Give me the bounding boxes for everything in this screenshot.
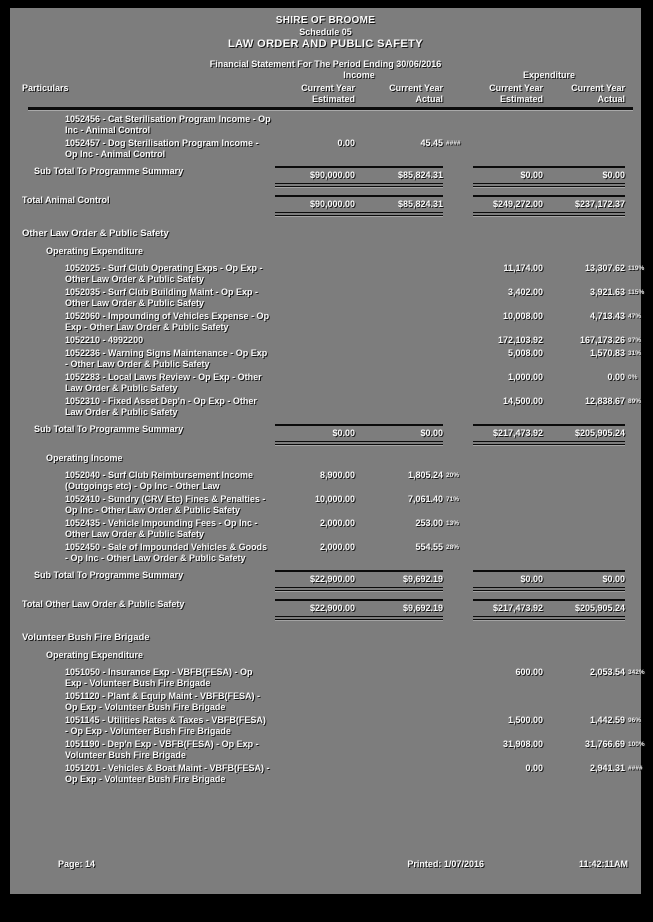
row-label: 1052236 - Warning Signs Maintenance - Op Exp - Other Law Order & Public Safety (65, 348, 268, 369)
row-label: 1052456 - Cat Sterilisation Program Income - Op Inc - Animal Control (65, 114, 271, 135)
row-label: 1052450 - Sale of Impounded Vehicles & Goods - Op Inc - Other Law Order & Public Safety (65, 542, 268, 563)
income-percent-marker: #### (446, 140, 461, 147)
income-total-unit (275, 599, 443, 620)
income-actual-total: $0.00 (420, 428, 443, 438)
expenditure-estimated-value: 172,103.92 (497, 335, 543, 345)
subtotal-row (10, 570, 641, 591)
expenditure-actual-value: 4,713.43 (589, 311, 625, 321)
col-income-actual (355, 83, 443, 105)
expenditure-percent-marker: 47% (628, 313, 642, 320)
expenditure-actual-total: $0.00 (602, 170, 625, 180)
income-actual-value: 554.55 (415, 542, 443, 552)
income-estimated-value: 2,000.00 (319, 518, 355, 528)
expenditure-actual-value: 31,766.69 (584, 739, 625, 749)
expenditure-estimated-total: $217,473.92 (492, 428, 543, 438)
expenditure-percent-marker: 96% (628, 717, 642, 724)
org-name: SHIRE OF BROOME (275, 15, 376, 26)
table-row (10, 396, 641, 418)
column-header-row (10, 83, 641, 105)
table-row (10, 335, 641, 346)
income-percent-marker: 28% (446, 544, 460, 551)
income-actual-value: 1,805.24 (407, 470, 443, 480)
report-table (10, 114, 645, 785)
subsection-heading: Operating Income (46, 453, 123, 463)
income-estimated-value: 8,900.00 (319, 470, 355, 480)
income-total-unit (275, 195, 443, 216)
row-label: 1051190 - Dep'n Exp - VBFB(FESA) - Op Exp - Volunteer Bush Fire Brigade (65, 739, 259, 760)
table-row (10, 114, 641, 136)
col-est-line: Estimated (499, 94, 543, 104)
expenditure-percent-marker: 31% (628, 350, 642, 357)
report-page (10, 8, 645, 894)
expenditure-actual-total: $205,905.24 (574, 428, 625, 438)
income-actual-total: $85,824.31 (397, 199, 443, 209)
table-row (10, 348, 641, 370)
row-label: Sub Total To Programme Summary (34, 424, 184, 434)
expenditure-actual-value: 1,442.59 (589, 715, 625, 725)
row-label: 1052457 - Dog Sterilisation Program Income - Op Inc - Animal Control (65, 138, 259, 159)
expenditure-percent-marker: 342% (628, 669, 645, 676)
expenditure-total-unit (473, 599, 625, 620)
row-label: 1052310 - Fixed Asset Dep'n - Op Exp - Other Law Order & Public Safety (65, 396, 257, 417)
table-row (10, 138, 641, 160)
income-actual-total: $85,824.31 (397, 170, 443, 180)
expenditure-percent-marker: 97% (628, 337, 642, 344)
income-total-unit (275, 424, 443, 445)
table-row (10, 287, 645, 309)
printed-time: 11:42:11AM (578, 859, 628, 869)
expenditure-percent-marker: 115% (628, 289, 645, 296)
row-label: 1051145 - Utilities Rates & Taxes - VBFB(FESA) - Op Exp - Volunteer Bush Fire Brigade (65, 715, 266, 736)
report-subtitle: Financial Statement For The Period Ending 30/06/2016 (209, 59, 442, 69)
income-actual-total: $9,692.19 (402, 574, 443, 584)
expenditure-estimated-value: 1,000.00 (507, 372, 543, 382)
expenditure-estimated-value: 14,500.00 (502, 396, 543, 406)
income-total-unit (275, 570, 443, 591)
row-label: 1052060 - Impounding of Vehicles Expense - Op Exp - Other Law Order & Public Safety (65, 311, 270, 332)
income-percent-marker: 13% (446, 520, 460, 527)
total-row (10, 195, 641, 216)
table-row (10, 311, 641, 333)
expenditure-total-unit (473, 195, 625, 216)
section-heading: Other Law Order & Public Safety (22, 228, 169, 239)
expenditure-estimated-total: $217,473.92 (492, 603, 543, 613)
row-label: Total Animal Control (22, 195, 110, 205)
expenditure-estimated-value: 1,500.00 (507, 715, 543, 725)
expenditure-percent-marker: 89% (628, 398, 642, 405)
expenditure-actual-value: 167,173.26 (579, 335, 625, 345)
row-label: 1052040 - Surf Club Reimbursement Income (Outgoings etc) - Op Inc - Other Law (65, 470, 254, 491)
income-total-unit (275, 166, 443, 187)
expenditure-percent-marker: 0% (628, 374, 638, 381)
income-estimated-value: 10,000.00 (314, 494, 355, 504)
row-label: Sub Total To Programme Summary (34, 166, 184, 176)
printed-date: Printed: 1/07/2016 (407, 859, 484, 869)
col-act-line: Actual (415, 94, 443, 104)
income-estimated-value: 0.00 (337, 138, 355, 148)
subsection-heading: Operating Expenditure (46, 246, 144, 256)
expenditure-group-label: Expenditure (522, 70, 575, 80)
col-est-line: Estimated (311, 94, 355, 104)
income-estimated-total: $90,000.00 (309, 170, 355, 180)
income-actual-total: $9,692.19 (402, 603, 443, 613)
report-title: LAW ORDER AND PUBLIC SAFETY (228, 38, 423, 50)
row-label: 1051201 - Vehicles & Boat Maint - VBFB(FESA) - Op Exp - Volunteer Bush Fire Brigade (65, 763, 270, 784)
row-label: 1051120 - Plant & Equip Maint - VBFB(FESA) - Op Exp - Volunteer Bush Fire Brigade (65, 691, 261, 712)
income-actual-value: 253.00 (415, 518, 443, 528)
income-estimated-total: $90,000.00 (309, 199, 355, 209)
table-row (10, 691, 641, 713)
row-label: 1052283 - Local Laws Review - Op Exp - Other Law Order & Public Safety (65, 372, 262, 393)
page-footer (10, 859, 641, 870)
column-group-row (10, 70, 641, 81)
income-percent-marker: 71% (446, 496, 460, 503)
row-label: 1052210 - 4992200 (65, 335, 144, 345)
col-income-estimated (275, 83, 355, 105)
expenditure-estimated-value: 11,174.00 (503, 263, 543, 273)
expenditure-estimated-value: 10,008.00 (502, 311, 543, 321)
schedule-label: Schedule 05 (299, 27, 352, 37)
row-label: 1051050 - Insurance Exp - VBFB(FESA) - Op Exp - Volunteer Bush Fire Brigade (65, 667, 253, 688)
col-act-line: Actual (597, 94, 625, 104)
expenditure-estimated-value: 600.00 (515, 667, 543, 677)
col-expenditure-estimated (473, 83, 543, 105)
report-header (10, 8, 641, 70)
subsection-heading: Operating Expenditure (46, 650, 144, 660)
expenditure-actual-value: 2,053.54 (589, 667, 625, 677)
row-label: Sub Total To Programme Summary (34, 570, 184, 580)
income-group-label: Income (343, 70, 375, 80)
expenditure-percent-marker: 100% (628, 741, 645, 748)
expenditure-actual-value: 12,838.67 (584, 396, 625, 406)
expenditure-estimated-value: 5,008.00 (507, 348, 543, 358)
table-row (10, 715, 641, 737)
income-estimated-value: 2,000.00 (319, 542, 355, 552)
subtotal-row (10, 424, 641, 445)
income-actual-value: 7,061.40 (407, 494, 443, 504)
table-row (10, 494, 641, 516)
table-row (10, 542, 641, 564)
expenditure-percent-marker: #### (628, 765, 643, 772)
table-row (10, 667, 645, 689)
expenditure-total-unit (473, 570, 625, 591)
row-label: 1052035 - Surf Club Building Maint - Op Exp - Other Law Order & Public Safety (65, 287, 259, 308)
row-label: 1052410 - Sundry (CRV Etc) Fines & Penalties - Op Inc - Other Law Order & Public Safety (65, 494, 266, 515)
income-estimated-total: $0.00 (332, 428, 355, 438)
col-expenditure-actual (543, 83, 625, 105)
expenditure-estimated-value: 0.00 (525, 763, 543, 773)
page-number: Page: 14 (58, 859, 96, 869)
income-estimated-total: $22,900.00 (309, 603, 355, 613)
expenditure-actual-value: 1,570.83 (589, 348, 625, 358)
expenditure-actual-value: 0.00 (607, 372, 625, 382)
table-row (10, 372, 641, 394)
col-year-line: Current Year (301, 83, 355, 93)
expenditure-estimated-total: $0.00 (520, 574, 543, 584)
table-row (10, 470, 641, 492)
table-row (10, 763, 641, 785)
expenditure-estimated-total: $0.00 (520, 170, 543, 180)
expenditure-actual-value: 13,307.62 (584, 263, 625, 273)
row-label: 1052435 - Vehicle Impounding Fees - Op Inc - Other Law Order & Public Safety (65, 518, 258, 539)
expenditure-actual-total: $237,172.37 (574, 199, 625, 209)
income-estimated-total: $22,900.00 (309, 574, 355, 584)
table-row (10, 518, 641, 540)
table-row (10, 739, 645, 761)
expenditure-actual-total: $0.00 (602, 574, 625, 584)
row-label: 1052025 - Surf Club Operating Exps - Op Exp - Other Law Order & Public Safety (65, 263, 263, 284)
header-rule (28, 107, 633, 110)
expenditure-actual-total: $205,905.24 (574, 603, 625, 613)
total-row (10, 599, 641, 620)
section-heading: Volunteer Bush Fire Brigade (22, 632, 150, 643)
col-year-line: Current Year (389, 83, 443, 93)
expenditure-estimated-total: $249,272.00 (492, 199, 543, 209)
expenditure-percent-marker: 119% (628, 265, 645, 272)
row-label: Total Other Law Order & Public Safety (22, 599, 185, 609)
col-year-line: Current Year (489, 83, 543, 93)
expenditure-actual-value: 3,921.63 (589, 287, 625, 297)
expenditure-total-unit (473, 166, 625, 187)
income-actual-value: 45.45 (420, 138, 443, 148)
expenditure-actual-value: 2,941.31 (589, 763, 625, 773)
income-percent-marker: 20% (446, 472, 460, 479)
col-particulars: Particulars (22, 83, 69, 93)
expenditure-total-unit (473, 424, 625, 445)
subtotal-row (10, 166, 641, 187)
expenditure-estimated-value: 31,908.00 (502, 739, 543, 749)
col-year-line: Current Year (571, 83, 625, 93)
expenditure-estimated-value: 3,402.00 (507, 287, 543, 297)
table-row (10, 263, 645, 285)
